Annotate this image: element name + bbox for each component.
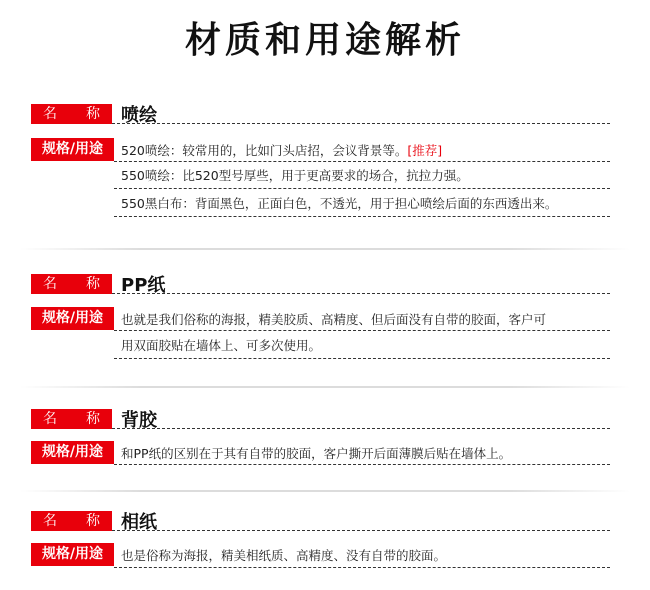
spec-label: 规格/用途 xyxy=(31,441,114,464)
divider xyxy=(112,123,610,124)
name-label: 名 称 xyxy=(31,274,112,294)
section-separator xyxy=(20,490,630,492)
name-label: 名 称 xyxy=(31,104,112,124)
description-line: 和PP纸的区别在于其有自带的胶面，客户撕开后面薄膜后贴在墙体上。 xyxy=(121,446,512,461)
description-line: 也是俗称为海报，精美相纸质、高精度、没有自带的胶面。 xyxy=(121,548,447,563)
material-name: 背胶 xyxy=(121,410,157,431)
divider xyxy=(114,216,610,217)
divider xyxy=(112,293,610,294)
spec-label: 规格/用途 xyxy=(31,543,114,566)
recommend-tag: [推荐] xyxy=(407,143,443,158)
description-line: 550黑白布：背面黑色，正面白色，不透光，用于担心喷绘后面的东西透出来。 xyxy=(121,196,558,211)
divider xyxy=(114,358,610,359)
spec-label: 规格/用途 xyxy=(31,138,114,161)
description-line: 520喷绘：较常用的，比如门头店招，会议背景等。[推荐] xyxy=(121,143,443,158)
divider xyxy=(114,567,610,568)
divider xyxy=(114,188,610,189)
description-line: 也就是我们俗称的海报，精美胶质、高精度、但后面没有自带的胶面，客户可 xyxy=(121,312,547,327)
divider xyxy=(112,530,610,531)
name-label: 名 称 xyxy=(31,511,112,531)
divider xyxy=(114,330,610,331)
material-name: 相纸 xyxy=(121,512,157,533)
page-title: 材质和用途解析 xyxy=(184,20,465,61)
divider xyxy=(114,464,610,465)
spec-label: 规格/用途 xyxy=(31,307,114,330)
divider xyxy=(114,161,610,162)
section-separator xyxy=(20,386,630,388)
section-separator xyxy=(20,248,630,250)
divider xyxy=(112,428,610,429)
material-name: PP纸 xyxy=(121,275,166,296)
material-name: 喷绘 xyxy=(121,105,157,126)
description-line: 用双面胶贴在墙体上、可多次使用。 xyxy=(121,338,322,353)
name-label: 名 称 xyxy=(31,409,112,429)
description-line: 550喷绘：比520型号厚些，用于更高要求的场合，抗拉力强。 xyxy=(121,168,469,183)
